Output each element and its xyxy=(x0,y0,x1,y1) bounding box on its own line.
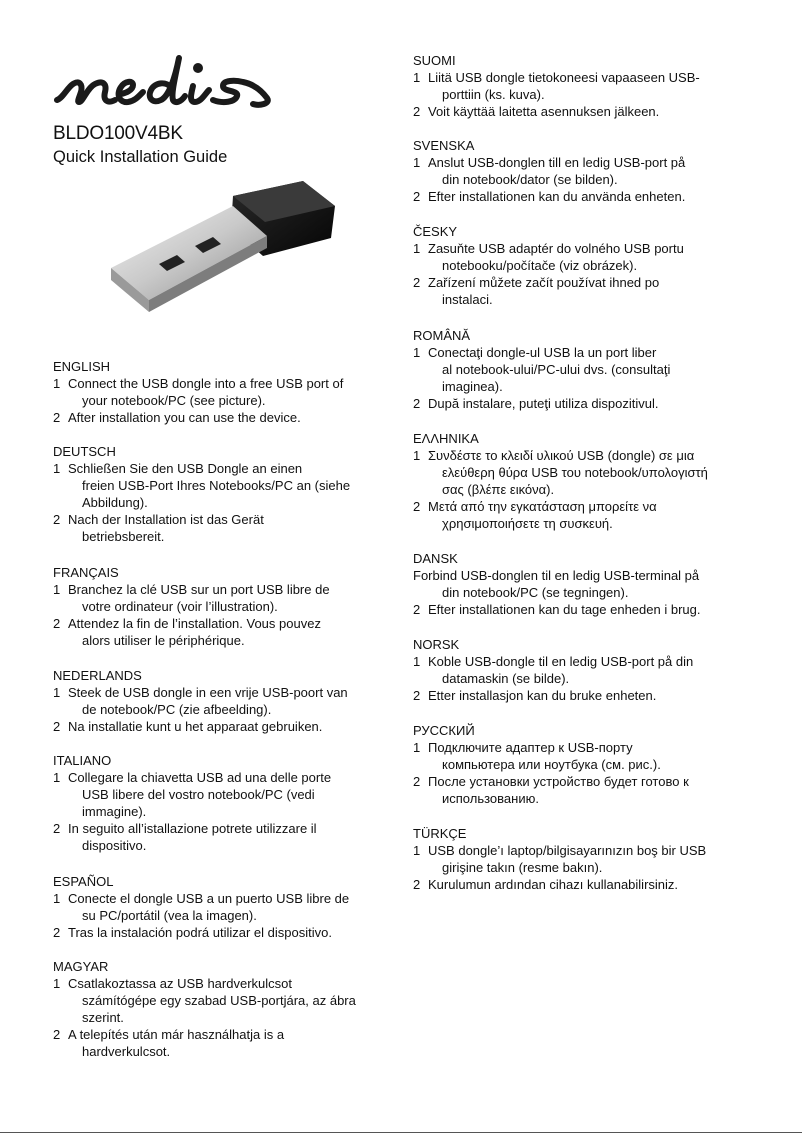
instruction-step: 2 Nach der Installation ist das Gerät betriebsbereit. xyxy=(53,512,264,544)
section-heading: ROMÂNĂ xyxy=(413,328,471,343)
product-image xyxy=(103,176,343,346)
section-heading: ESPAÑOL xyxy=(53,874,114,889)
instruction-step: 2 Attendez la fin de l’installation. Vous pouvez alors utiliser le périphérique. xyxy=(53,616,321,648)
instruction-step: 2 Μετά από την εγκατάσταση μπορείτε να χρησιμοποιήσετε τη συσκευή. xyxy=(413,499,657,531)
section-svenska xyxy=(413,137,685,205)
instruction-step: 2 In seguito all’istallazione potrete utilizzare il dispositivo. xyxy=(53,821,317,853)
section-heading: ΕΛΛΗΝΙΚΑ xyxy=(413,431,479,446)
instruction-step: 1 Подключите адаптер к USB-порту компьютера или ноутбука (см. рис.). xyxy=(413,740,661,772)
section-heading: TÜRKÇE xyxy=(413,826,467,841)
section-heading: ENGLISH xyxy=(53,359,111,374)
instruction-step: 1 Csatlakoztassa az USB hardverkulcsot számítógépe egy szabad USB-portjára, az ábra szerint. xyxy=(53,976,356,1025)
section-deutsch xyxy=(53,443,350,545)
instruction-step: 2 Voit käyttää laitetta asennuksen jälkeen. xyxy=(413,104,660,119)
instruction-step: 1 Συνδέστε το κλειδί υλικού USB (dongle) σε μια ελεύθερη θύρα USB του notebook/υπολογιστή σας (βλέπε εικόνα). xyxy=(413,448,708,497)
instruction-step: 1 Zasuňte USB adaptér do volného USB portu notebooku/počítače (viz obrázek). xyxy=(413,241,684,273)
section-turkce xyxy=(413,825,706,893)
section-nederlands xyxy=(53,667,348,735)
instruction-step: 2 Tras la instalación podrá utilizar el dispositivo. xyxy=(53,925,332,940)
model-number: BLDO100V4BK xyxy=(53,123,183,144)
section-heading: FRANÇAIS xyxy=(53,565,119,580)
section-suomi xyxy=(413,52,700,120)
instruction-step: 2 После установки устройство будет готово к использованию. xyxy=(413,774,689,806)
section-romana xyxy=(413,327,670,412)
instruction-step: 2 Kurulumun ardından cihazı kullanabilirsiniz. xyxy=(413,877,679,892)
brand-logo xyxy=(53,48,303,118)
instruction-step: 1 Connect the USB dongle into a free USB port of your notebook/PC (see picture). xyxy=(53,376,344,408)
instruction-step: 1 Steek de USB dongle in een vrije USB-poort van de notebook/PC (zie afbeelding). xyxy=(53,685,348,717)
section-espanol xyxy=(53,873,349,941)
section-magyar xyxy=(53,958,356,1060)
usb-dongle-icon xyxy=(103,176,343,346)
instruction-step: 1 Anslut USB-donglen till en ledig USB-port på din notebook/dator (se bilden). xyxy=(413,155,686,187)
section-heading: NEDERLANDS xyxy=(53,668,142,683)
instruction-step: Forbind USB-donglen til en ledig USB-terminal på din notebook/PC (se tegningen). xyxy=(413,568,700,600)
section-dansk xyxy=(413,550,700,618)
instruction-step: 2 Zařízení můžete začít používat ihned po instalaci. xyxy=(413,275,660,307)
section-heading: SVENSKA xyxy=(413,138,475,153)
section-heading: DEUTSCH xyxy=(53,444,116,459)
instruction-step: 1 Conectaţi dongle-ul USB la un port liber al notebook-ului/PC-ului dvs. (consultaţi imaginea). xyxy=(413,345,671,394)
section-heading: MAGYAR xyxy=(53,959,109,974)
section-heading: ČESKY xyxy=(413,224,458,239)
section-heading: SUOMI xyxy=(413,53,456,68)
section-heading: DANSK xyxy=(413,551,458,566)
guide-title: Quick Installation Guide xyxy=(53,148,228,166)
instruction-step: 1 Collegare la chiavetta USB ad una delle porte USB libere del vostro notebook/PC (vedi immagine). xyxy=(53,770,332,819)
svg-text:nedis: nedis xyxy=(53,48,56,49)
instruction-step: 1 Branchez la clé USB sur un port USB libre de votre ordinateur (voir l’illustration). xyxy=(53,582,330,614)
instruction-step: 2 Na installatie kunt u het apparaat gebruiken. xyxy=(53,719,323,734)
section-cesky xyxy=(413,223,684,308)
instruction-step: 1 Conecte el dongle USB a un puerto USB libre de su PC/portátil (vea la imagen). xyxy=(53,891,350,923)
instruction-step: 1 USB dongle’ı laptop/bilgisayarınızın boş bir USB girişine takın (resme bakın). xyxy=(413,843,707,875)
instruction-step: 2 After installation you can use the device. xyxy=(53,410,301,425)
instruction-step: 1 Koble USB-dongle til en ledig USB-port på din datamaskin (se bilde). xyxy=(413,654,694,686)
section-russkiy xyxy=(413,722,689,807)
section-italiano xyxy=(53,752,331,854)
instruction-step: 2 Etter installasjon kan du bruke enheten. xyxy=(413,688,657,703)
instruction-step: 1 Liitä USB dongle tietokoneesi vapaaseen USB- porttiin (ks. kuva). xyxy=(413,70,700,102)
section-english xyxy=(53,358,343,426)
section-francais xyxy=(53,564,330,649)
section-norsk xyxy=(413,636,693,704)
instruction-step: 2 Efter installationen kan du tage enheden i brug. xyxy=(413,602,701,617)
section-heading: РУССКИЙ xyxy=(413,723,475,738)
section-heading: ITALIANO xyxy=(53,753,112,768)
section-ellinika xyxy=(413,430,708,532)
page-edge-divider xyxy=(0,1132,802,1133)
instruction-step: 2 După instalare, puteţi utiliza dispozitivul. xyxy=(413,396,659,411)
instruction-step: 1 Schließen Sie den USB Dongle an einen freien USB-Port Ihres Notebooks/PC an (siehe Abbildung). xyxy=(53,461,351,510)
nedis-logo-icon xyxy=(53,48,303,118)
instruction-step: 2 Efter installationen kan du använda enheten. xyxy=(413,189,686,204)
instruction-step: 2 A telepítés után már használhatja is a hardverkulcsot. xyxy=(53,1027,285,1059)
section-heading: NORSK xyxy=(413,637,460,652)
